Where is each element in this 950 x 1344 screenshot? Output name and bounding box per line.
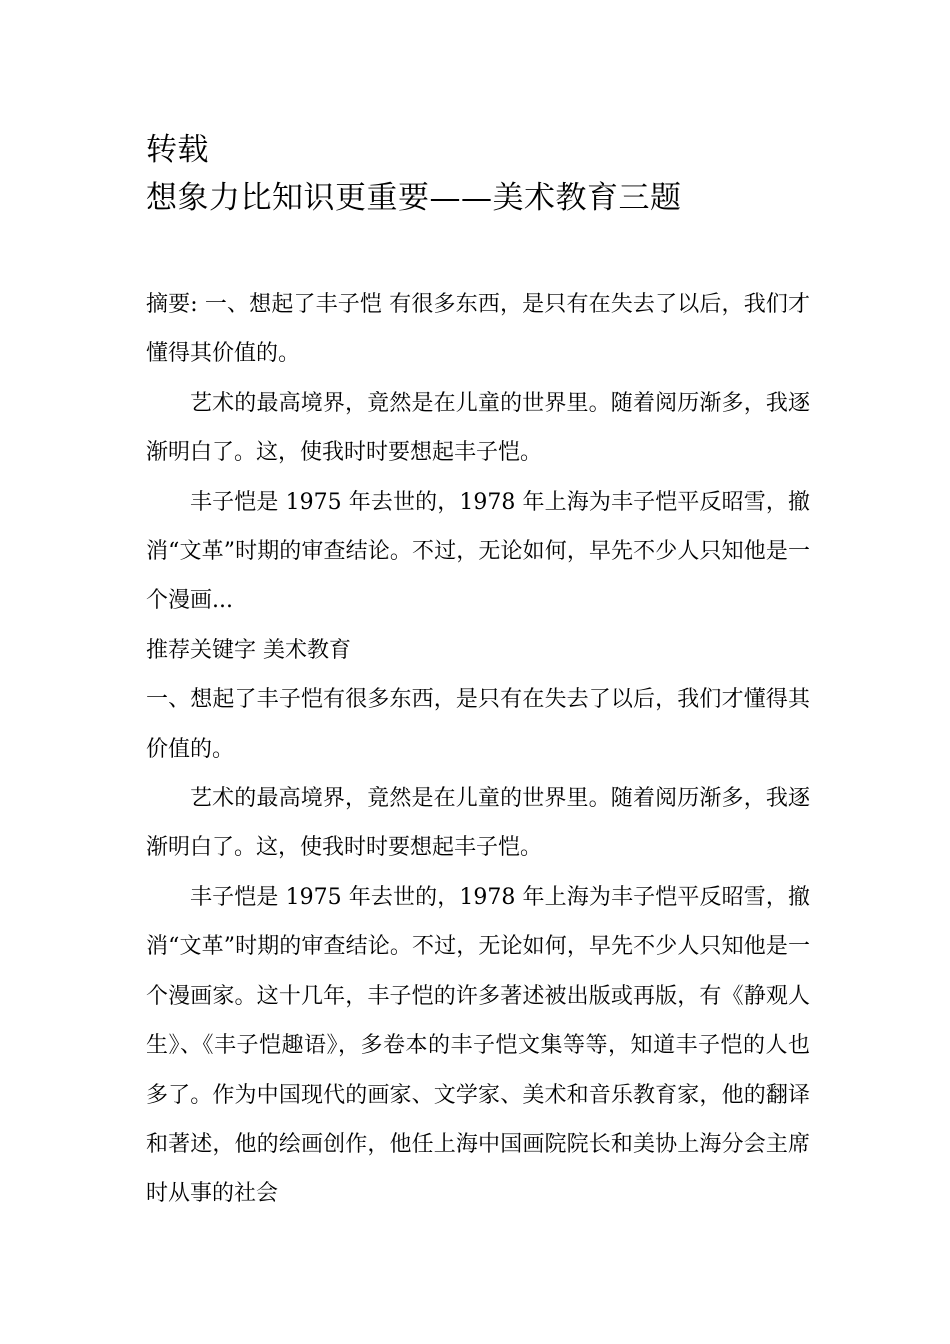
summary-paragraph-1: 摘要: 一、想起了丰子恺 有很多东西，是只有在失去了以后，我们才懂得其价值的。 [146,292,810,367]
summary-paragraph-2: 艺术的最高境界，竟然是在儿童的世界里。随着阅历渐多，我逐渐明白了。这，使我时时要想起丰子恺。 [146,390,810,466]
recommended-keywords: 推荐关键字 美术教育 [146,637,351,663]
article-body [146,280,810,1219]
repost-label: 转载 [146,132,209,168]
article-title: 想象力比知识更重要——美术教育三题 [146,180,682,216]
summary-paragraph-3: 丰子恺是 1975 年去世的，1978 年上海为丰子恺平反昭雪，撤消“文革”时期的审查结论。不过，无论如何，早先不少人只知他是一个漫画... [146,489,810,614]
article-paragraph-3: 丰子恺是 1975 年去世的，1978 年上海为丰子恺平反昭雪，撤消“文革”时期的审查结论。不过，无论如何，早先不少人只知他是一个漫画家。这十几年，丰子恺的许多著述被出版或再版，有《静观人生》、《丰子恺趣语》，多卷本的丰子恺文集等等，知道丰子恺的人也多了。作为中国现代的画家、文学家、美术和音乐教育家，他的翻译和著述，他的绘画创作，他任上海中国画院院长和美协上海分会主席时从事的社会 [146,884,810,1207]
article-paragraph-1: 一、想起了丰子恺有很多东西，是只有在失去了以后，我们才懂得其价值的。 [146,687,810,762]
article-paragraph-2: 艺术的最高境界，竟然是在儿童的世界里。随着阅历渐多，我逐渐明白了。这，使我时时要想起丰子恺。 [146,786,810,861]
